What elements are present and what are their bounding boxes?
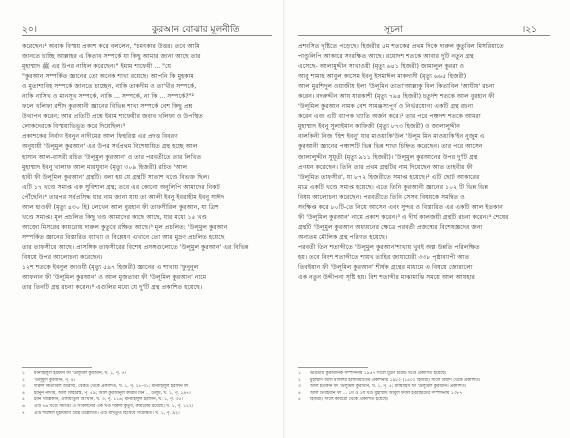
right-footnotes <box>298 371 552 411</box>
left-header-rule <box>22 35 272 36</box>
right-page <box>286 0 570 438</box>
text-line: করেন এবং এটি ব্যাপক খ্যাতি অর্জন করে।¹ তার পরে পঞ্চদশ শতকে আমরা <box>298 113 481 121</box>
text-line: নাকি নাসিখ ও মানসূখ সম্পর্কে, নাকি ... সম্পর্কে, না কি ... সম্পর্কে?"² <box>22 93 194 101</box>
text-line: জানতে চাচ্ছি আল্লাহর এ কিতাব সম্পর্কে যা কিছু আমার জানা আছে তার <box>22 53 201 61</box>
text-line: উত্থাপন করেন; আর প্রতিটি প্রশ্নে ইমাম শাফেয়ীর জবাব খলিফা ও উপস্থিত <box>22 113 203 121</box>
text-line: লোকদেরকে বিস্ময়াভিভূত করে দিয়েছিল।³ <box>22 123 126 131</box>
footnote: ৪ আল তিবইয়ান ফী ... ১ম ও ২য় খণ্ড মুহাম্মাদ আবুল ফযল ইবরাহীমের সম্পাদনায় ১৩৮৭ <box>298 390 463 396</box>
text-line: আবু শামাহ আবুল কাসেম ইবনু ইসমাঈল মাকদাসী (মৃত্যু ৬৬৫ হিজরী) <box>298 73 467 81</box>
text-line: করেন। বদরুদ্দীন আয যারকাশী (মৃত্যু ৭৯৪ হিজরী) চতুর্দশ শতকে আল বুরহান ফী <box>298 93 495 101</box>
text-line: বিষয়ে উপর আলোচনা করেছেন। <box>22 253 103 261</box>
text-line: হাসান আল-বাসরী রচিত 'উলূমুল কুরআন' ও তার পরবর্তীতে তার লিখিত <box>22 153 202 161</box>
text-line: ১২শ শতকে ইবনুল জাওযী (মৃত্যু ৫৯৭ হিজরী) জ্ঞানের এ শাখায় 'ফুনুনুল <box>22 264 199 272</box>
footnote: ৭ এটি শারহুল মুহাযযাব গ্রন্থে উল্লেখিত। এটি মাখতুত হিসেবে সংরক্ষিত। খ. ১, পৃ. ৯২। <box>22 410 180 416</box>
text-line: হাবী ফী উলূমিল কুরআন' গ্রন্থটি। বলা হয় যে গ্রন্থটি সাতাশ খণ্ডে বিভক্ত ছিল। <box>22 173 210 181</box>
footnote: ৫ ইবন খাল্লিকান, ওফায়াতুল আ'য়ান, খ. ৩, পৃ. ১১৬; মানাহিলুল ইরফান, খ. ১, পৃ. ৩৫। <box>22 397 183 403</box>
text-line: খণ্ডে সমাপ্ত। মূল প্রচলিত কিছু খণ্ড আমাদের কাছে আছে, যার মধ্যে ১৫ খণ্ড <box>22 213 207 221</box>
footnote: ৩ দারুল কিতাবিল আরাবী, বৈরূত থেকে প্রকাশিত, খ. ১, পৃ. ২৮-৩১; মানাহিলুল ইরফান ফী <box>22 384 189 390</box>
text-line: আফনান ফী 'উলূমিল কুরআন' ও আল মুজতাবা ফী 'উলূমিল কুরআন' নামে <box>22 274 207 282</box>
text-line: হয়। তবে বিংশ শতাব্দীতে শায়খ তাহির জাযায়েরী ৩৩৮ পৃষ্ঠাব্যাপী আত <box>298 253 470 261</box>
text-line: ফলে খলিফা রশীদ কুরআনী জ্ঞানের বিভিন্ন শাখা সম্পর্কে বেশ কিছু প্রশ্ন <box>22 103 193 111</box>
left-footnotes <box>22 371 274 419</box>
text-line: প্রশংসিত দৃষ্টিতে পড়েছে। হিজরীর ৫ম শতকের প্রথম দিকে দারুল কুতুবিল মিসরিয়াতে <box>298 43 504 50</box>
text-line: "কুরআন সম্পর্কিত জ্ঞানের তো অনেক শাখা রয়েছে। আপনি কি মুহকাম <box>22 73 194 81</box>
text-line: 'উলূমিল কুরআন নামক বেশ সামঞ্জস্যপূর্ণ ও নির্ভরযোগ্য একটি গ্রন্থ রচনা <box>298 103 474 111</box>
text-line: মুহাম্মাদ ইবনু খালাফ আল মারযুবান (মৃত্যু ৩০৯ হিজরী) রচিত 'আল <box>22 163 188 171</box>
left-footnote-rule <box>22 367 92 368</box>
text-line: বিষয় আলোচনা করেছেন। পরবর্তীতে তিনি সেসব বিষয়কে সমন্বিত ও <box>298 193 465 201</box>
text-line: সম্পর্কিত জ্ঞানের বিস্তারিত ব্যাখ্যা ও বিশ্লেষণ এখানে তো আর মুদ্রণ প্রচলিত হয়েছে <box>22 233 225 241</box>
footnote: ২ 'উলূমুল কুরআন, পৃ. ৪। <box>22 377 76 383</box>
right-page-number: ।২১ <box>522 25 537 35</box>
text-line: অনুযায়ী 'উলূমুল কুরআন' এর উপর সর্বপ্রথম বিশেষায়িত গ্রন্থ হচ্ছে আল <box>22 143 198 151</box>
left-page-number: ২০। <box>22 25 37 35</box>
footnote: ৬ এটি ৭৬ খণ্ডে সমাপ্ত। এ সংকলনের এক খণ্ড দারুল কুতুব, কায়রোয় রয়েছে। খ. ১, পৃ. ১২২। <box>22 403 194 409</box>
text-line: সংক্ষিপ্ত করে ৮০টি-তে নিয়ে আসেন এবং সুন্দর ও বিস্তারিত এর একটি আল ইতকান <box>298 203 503 211</box>
footnote: ১ ভারতীয় কুরআনিক সম্পাদনায় ১৯৫৭ সালে মুদ্রণ চারটি খণ্ডে প্রকাশিত হয়েছে। <box>298 371 447 376</box>
text-line: ও মুতাশাবিহ সম্পর্কে জানতে চাচ্ছেন, নাকি তাকদীম ও তা'খীর সম্পর্কে, <box>22 83 197 91</box>
text-line: করেছেন।¹ অবাক বিস্ময় প্রকাশ করে বললেন, "চমৎকার উত্তর। তবে আমি <box>22 43 200 50</box>
text-line: কুরআনী জ্ঞানের পঞ্চাশটি ভিন্ন ভিন্ন শাখা চিহ্নিত করেছেন। তার পরে আসেন <box>298 143 483 151</box>
right-header-rule <box>298 35 550 36</box>
text-line: আল হাওফী (মৃত্যু ৪৩০ হি) লেখেন আল বুরহান ফী তাফসীরিল কুরআন, যা ত্রিশ <box>22 203 219 211</box>
text-line: প্রকাশকের নির্বাণ ইবনুন নাদীমের আল ফিহরিস্ত এর প্রদত্ত বিবরণ <box>22 133 178 141</box>
right-body-text <box>298 42 552 284</box>
text-line: তার তাফসীরে আছে। প্রাসঙ্গিক তাফসীরের বিশেষ প্রসঙ্গগুলোতে 'উলূমুল কুরআন' এর বিভিন্ন <box>22 243 249 251</box>
text-line: ফী 'উলূমিল কুরআন' নামে প্রকাশ করেন।³ এ দীর্ঘ কালজয়ী গ্রন্থটি রচনা করেন।⁴ শেষের <box>298 213 509 221</box>
text-line: জালালুদ্দীন সুয়ূতী (মৃত্যু ৯১১ হিজরী)। 'উলূমুল কুরআনের উপর দু'টি গ্রন্থ <box>298 153 478 161</box>
text-line: অন্যতম মৌলিক গ্রন্থ পরিণত হয়েছে। <box>298 233 388 241</box>
text-line: মূহাম্মাদ ﷺ এর উপর নাযিল করেছেন।" ইমাম শাফেয়ী ... "যে <box>22 63 172 71</box>
footnote: ১ মানাহিলুল ইরফান ফী 'উলূমিল কুরআন, খ. ১, পৃ. ৫। <box>22 371 126 376</box>
footnote: ২ মুহাম্মাদ আল মাজহুর ইলামিয়াতের প্রকাশনায় ১৯৮২ (১৪০২ হিজরী) সালে রিয়াদ থেকে প্রকাশিত। <box>298 377 481 383</box>
text-line: পৌঁছেনি।⁴ তারপর সর্বপ্রসিদ্ধ যার নাম জানা যায় তা আলী ইবনু ইবরাহীম ইবনু সাঈদ <box>22 193 225 201</box>
left-page <box>0 0 284 438</box>
left-body-text <box>22 42 274 294</box>
footnote: ৩ আল ইতকান ফী 'উলূমিল কুরআন, খ. ১, পৃ. ৫; মাব্বাহিস ফী 'উলূমিল কুরআন। প্রকাশিত। <box>298 384 467 390</box>
text-line: এটি ১৭ খণ্ডে সমাপ্ত এক সুবিশাল গ্রন্থ; তবে এর কোনো অনুলিপি আমাদের নিকট <box>22 183 220 191</box>
text-line: তার তিনটি গ্রন্থ রচনা করেন।⁶ এগুলির মধ্যে যে দু'টি গ্রন্থ প্রকাশিত হয়েছে। <box>22 284 203 292</box>
text-line: মুহাম্মাদ ইবনু সুলাইমান কাফিজী (মৃত্যু ৮৭৩ হিজরী) ও জালালুদ্দীন <box>298 123 460 131</box>
text-line: এক নতুন উদ্দীপনা সৃষ্টি হয়। বিশ শতাব্দীর মাঝামাঝি সময়ে আল আযহার <box>298 274 475 282</box>
text-line: পরবর্তী তিন শতাব্দীতে 'উলূমুল কুরআন'শাখায় খুবই অল্প উন্নতি পরিলক্ষিত <box>298 243 480 251</box>
text-line: গ্রন্থটি 'উলূমুল কুরআন অধ্যয়নের ক্ষেত্রে পরবর্তী প্রজন্মের বিশেষজ্ঞদের জন্য <box>298 223 483 231</box>
right-running-head: সূচনা <box>384 25 403 35</box>
left-running-head: কুরআন বোঝার মূলনীতি <box>152 25 240 35</box>
footnote: ৫ হিজরী) সালে কায়রো থেকে প্রকাশিত হয়েছে। <box>298 397 389 403</box>
text-line: 'উলূমিত তাফসীর', যা ৮৭২ হিজরীতে সমাপ্ত হয়েছে।² এটি ছোট আকারের <box>298 173 480 181</box>
text-line: পাণ্ডুলিপি আকারে সংরক্ষিত আছে। রয়োদশ শতকে আবার দুটি নতুন গ্রন্থ <box>298 53 474 61</box>
text-line: মাত্র একটি খণ্ডে সমাপ্ত হয়েছে। এতে তিনি কুরআনী জ্ঞানের ১০২ টি ভিন্ন ভিন্ন <box>298 183 489 191</box>
right-footnote-rule <box>298 367 368 368</box>
text-line: বালকিনী নিজ 'হিশ ইবনু' যার মাওয়াকি'উল 'উলূম মিন মাওয়াকি'ইন নুজুম এ <box>298 133 485 141</box>
text-line: এসেছে- আলামুদ্দীন সাখাওয়ী (মৃত্যু ৬৪১ হিজরী) জামালুল কুররা ও <box>298 63 465 71</box>
footnote: ৪ ইবনুন নাদীম, আল ফিহরিস্ত, পৃ. ৫৯; আল কুরআনুল কারীম মিন ... উলূম, খ. ১, পৃ. ১৯৭। <box>22 390 191 396</box>
text-line: আল মুরশিদুল ওয়াজীয ইলা 'উলূমিন তাতা'আল্লাকু বিল কিতাবিল 'আযীয' রচনা <box>298 83 495 91</box>
text-line: তিবইয়ান ফী 'উলূমিল কুরআন' শীর্ষক গ্রন্থের মাধ্যমে এ বিষয়ে জোরালো <box>298 264 473 272</box>
text-line: প্রণয়ন করেছেন। তিনি তার প্রথম গ্রন্থটির নাম দিয়েছেন আত তাহবীর ফী <box>298 163 473 171</box>
text-line: আজো মিসরের কায়রোয় দারুল কুতুবে রক্ষিত আছে।⁵ মূল প্রচলিত: 'উলূমুল কুরআন <box>22 223 228 231</box>
